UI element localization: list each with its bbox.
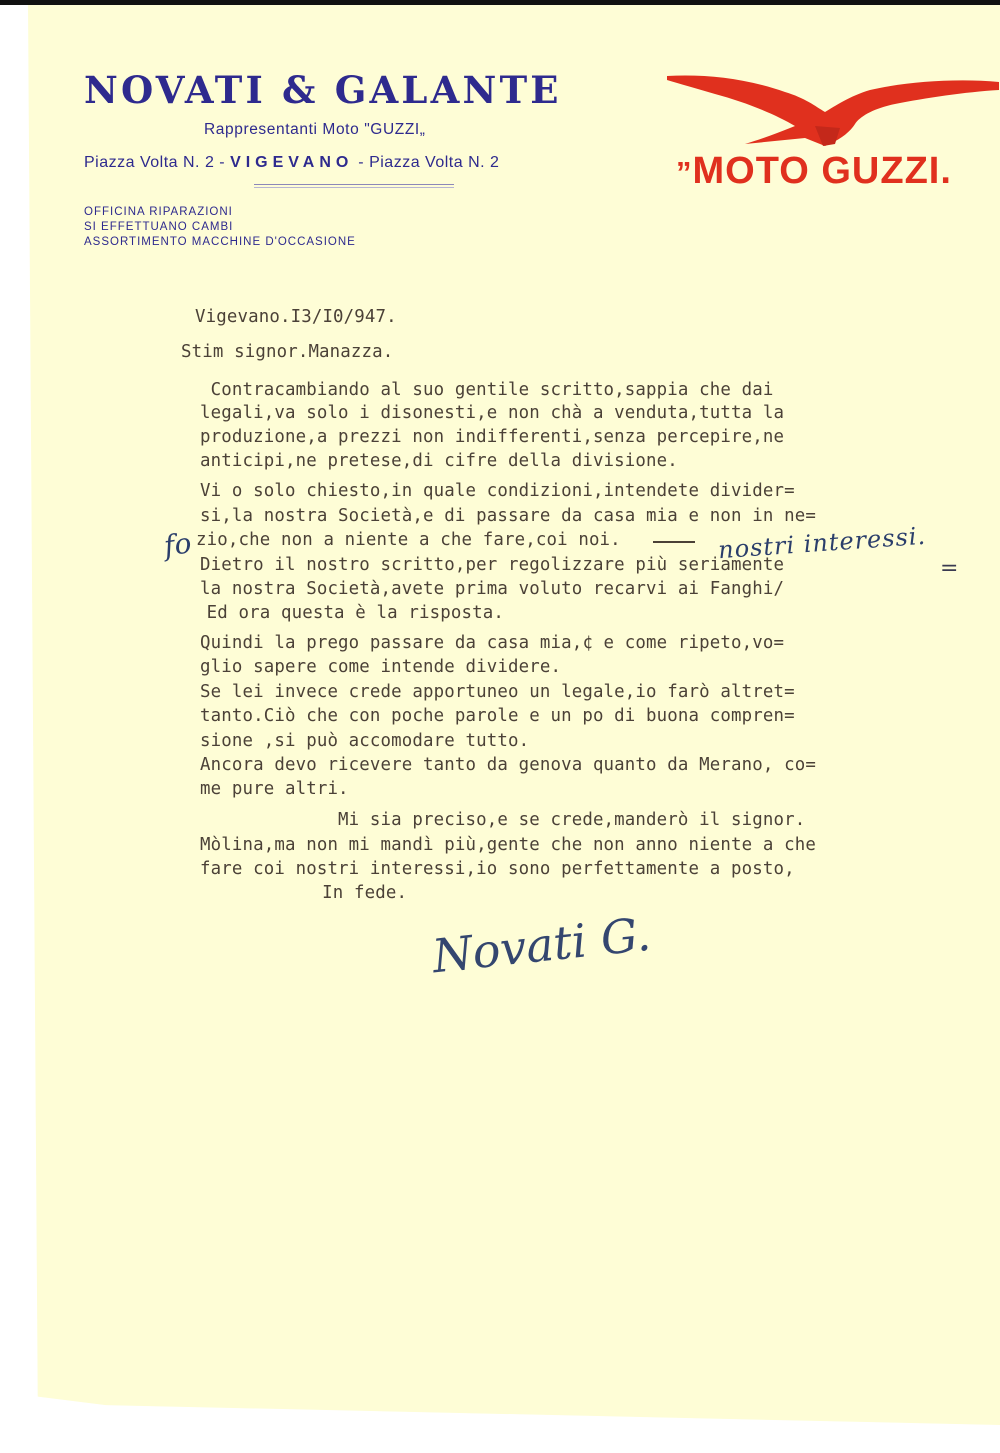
address-left: Piazza Volta N. 2 - <box>84 154 231 171</box>
body-line: Ancora devo ricevere tanto da genova quanto da Merano, co= <box>200 755 816 775</box>
body-line: me pure altri. <box>200 779 349 799</box>
body-line: Contracambiando al suo gentile scritto,sappia che dai <box>200 380 774 400</box>
body-line: tanto.Ciò che con poche parole e un po di buona compren= <box>200 706 795 726</box>
company-name: NOVATI & GALANTE <box>84 68 562 112</box>
closing-line: In fede. <box>269 883 408 903</box>
body-line: Se lei invece crede apportuneo un legale,io farò altret= <box>200 682 795 702</box>
body-line: zio,che non a niente a che fare,coi noi. <box>196 530 621 550</box>
body-line: glio sapere come intende dividere. <box>200 657 562 677</box>
letterhead-divider <box>254 184 454 188</box>
body-line: sione ,si può accomodare tutto. <box>200 731 530 751</box>
scan-top-edge <box>0 0 1000 5</box>
body-line: Dietro il nostro scritto,per regolizzare più seriamente <box>200 555 785 575</box>
letter-date: Vigevano.I3/I0/947. <box>195 307 397 327</box>
body-line: produzione,a prezzi non indifferenti,senza percepire,ne <box>200 427 785 447</box>
eagle-icon <box>665 68 1000 148</box>
services-list <box>84 205 356 250</box>
company-subtitle: Rappresentanti Moto "GUZZI„ <box>204 121 426 138</box>
body-line: Mòlina,ma non mi mandì più,gente che non anno niente a che <box>200 835 816 855</box>
body-line: si,la nostra Società,e di passare da casa mia e non in ne= <box>200 506 816 526</box>
handwritten-correction: nostri interessi. <box>717 521 927 565</box>
letter-salutation: Stim signor.Manazza. <box>181 342 394 362</box>
body-line: legali,va solo i disonesti,e non chà a venduta,tutta la <box>200 403 785 423</box>
body-line: Ed ora questa è la risposta. <box>196 603 504 623</box>
address-right: - Piazza Volta N. 2 <box>353 154 500 171</box>
body-line: anticipi,ne pretese,di cifre della divisione. <box>200 451 678 471</box>
company-address <box>84 154 499 172</box>
body-line: Mi sia preciso,e se crede,manderò il signor. <box>200 810 806 830</box>
body-line: la nostra Società,avete prima voluto recarvi ai Fanghi/ <box>200 579 785 599</box>
body-line: Quindi la prego passare da casa mia,¢ e come ripeto,vo= <box>200 633 785 653</box>
body-line: fare coi nostri interessi,io sono perfettamente a posto, <box>200 859 795 879</box>
handwritten-margin-note: fo <box>161 526 194 563</box>
handwritten-mark: = <box>940 556 959 581</box>
signature: Novati G. <box>429 906 654 984</box>
service-item: SI EFFETTUANO CAMBI <box>84 221 234 233</box>
typed-strikethrough <box>653 541 695 543</box>
service-item: ASSORTIMENTO MACCHINE D'OCCASIONE <box>84 236 356 248</box>
moto-guzzi-logo-text: ”MOTO GUZZI. <box>676 150 952 192</box>
address-city: VIGEVANO <box>230 154 354 171</box>
body-line: Vi o solo chiesto,in quale condizioni,intendete divider= <box>200 481 795 501</box>
service-item: OFFICINA RIPARAZIONI <box>84 206 233 218</box>
